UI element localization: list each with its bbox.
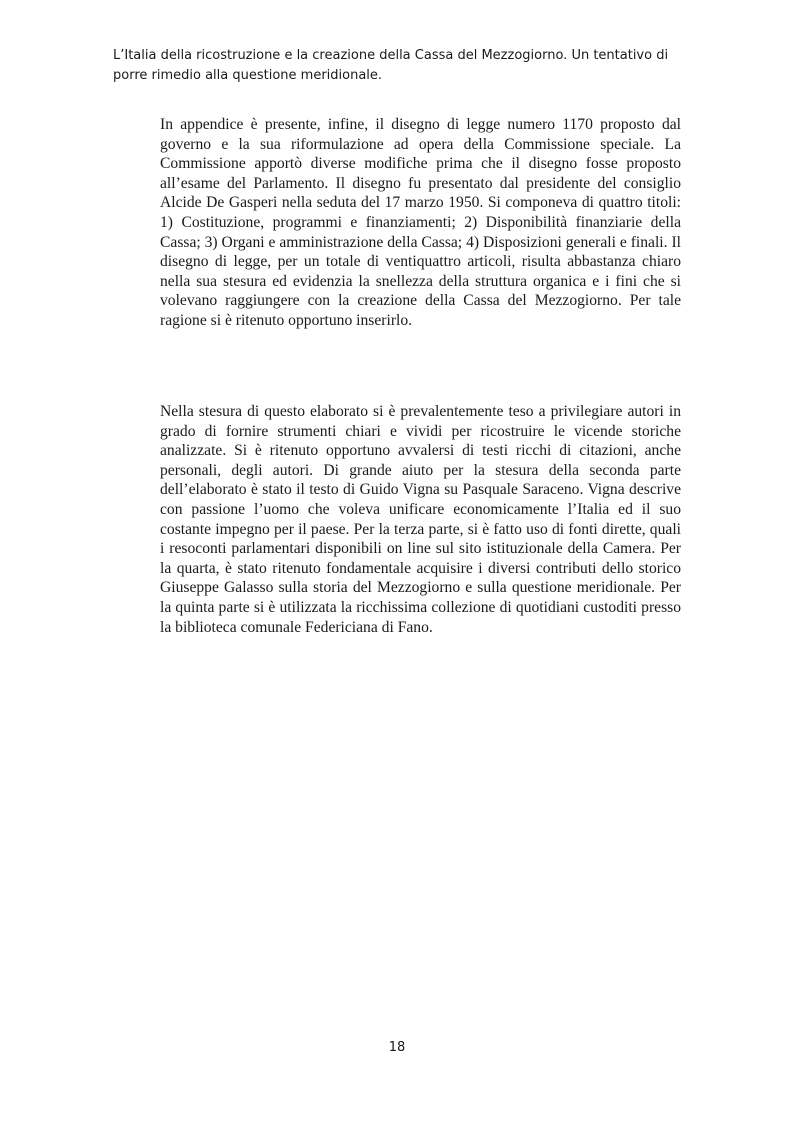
page-number: 18: [388, 1040, 406, 1055]
running-header: L’Italia della ricostruzione e la creazione della Cassa del Mezzogiorno. Un tentativo di porre rimedio alla questione meridionale.: [113, 48, 669, 83]
paragraph-appendix-bill: In appendice è presente, infine, il disegno di legge numero 1170 proposto dal governo e la sua riformulazione ad opera della Commissione speciale. La Commissione apportò diverse modifiche prima che il disegno fosse proposto all’esame del Parlamento. Il disegno fu presentato dal presidente del consiglio Alcide De Gasperi nella seduta del 17 marzo 1950. Si componeva di quattro titoli: 1) Costituzione, programmi e finanziamenti; 2) Disponibilità finanziarie della Cassa; 3) Organi e amministrazione della Cassa; 4) Disposizioni generali e finali. Il disegno di legge, per un totale di ventiquattro articoli, risulta abbastanza chiaro nella sua stesura ed evidenzia la snellezza della struttura organica e i fini che si volevano raggiungere con la creazione della Cassa del Mezzogiorno. Per tale ragione si è ritenuto opportuno inserirlo.: [160, 116, 681, 329]
paragraph-sources-methodology: Nella stesura di questo elaborato si è prevalentemente teso a privilegiare autori in grado di fornire strumenti chiari e vividi per ricostruire le vicende storiche analizzate. Si è ritenuto opportuno avvalersi di testi ricchi di citazioni, anche personali, degli autori. Di grande aiuto per la stesura della seconda parte dell’elaborato è stato il testo di Guido Vigna su Pasquale Saraceno. Vigna descrive con passione l’uomo che voleva unificare economicamente l’Italia ed il suo costante impegno per il paese. Per la terza parte, si è fatto uso di fonti dirette, quali i resoconti parlamentari disponibili on line sul sito istituzionale della Camera. Per la quarta, è stato ritenuto fondamentale acquisire i diversi contributi dello storico Giuseppe Galasso sulla storia del Mezzogiorno e sulla questione meridionale. Per la quinta parte si è utilizzata la ricchissima collezione di quotidiani custoditi presso la biblioteca comunale Federiciana di Fano.: [160, 403, 681, 636]
